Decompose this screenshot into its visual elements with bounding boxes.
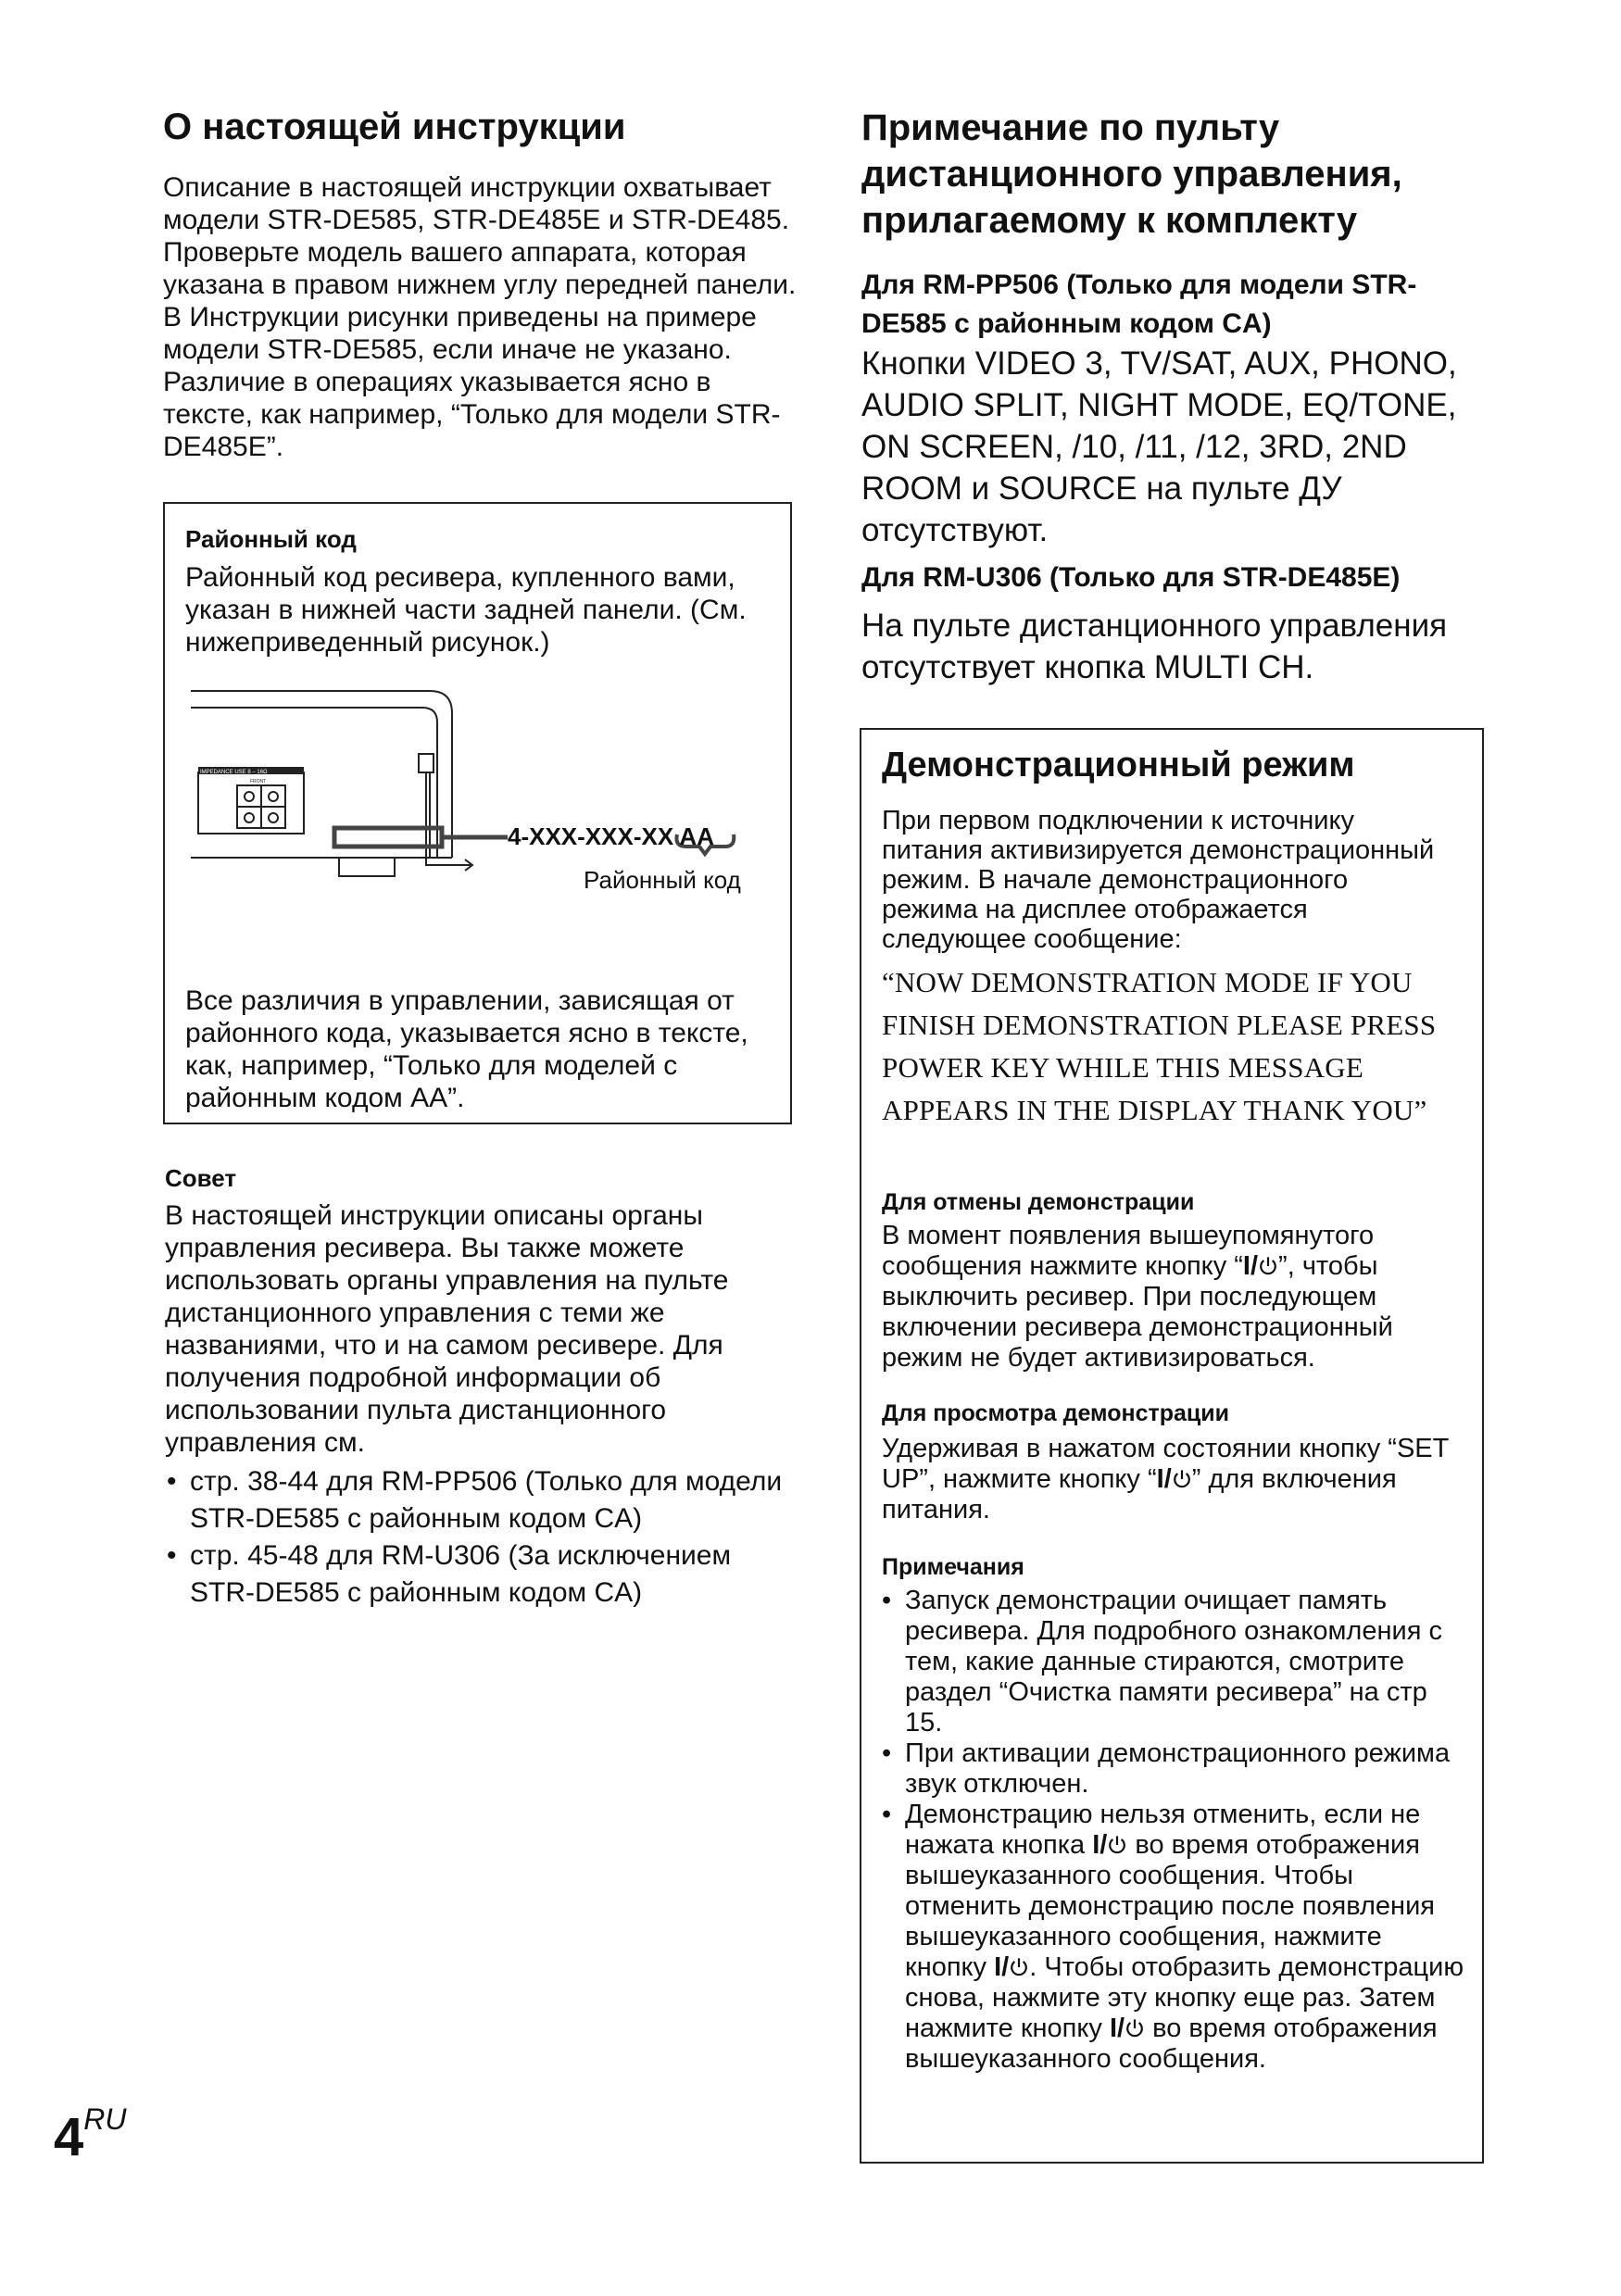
power-icon (1125, 2018, 1145, 2039)
remote-note-text-1: Кнопки VIDEO 3, TV/SAT, AUX, PHONO, AUDIO SPLIT, NIGHT MODE, EQ/TONE, ON SCREEN, /10, /11, /12, 3RD, 2ND ROOM и SOURCE на пульте ДУ отсутствуют. (861, 345, 1457, 548)
note-item: • Запуск демонстрации очищает память ресивера. Для подробного ознакомления с тем, какие данные стираются, смотрите раздел “Очистка памяти ресивера” на стр 15. (882, 1586, 1465, 1738)
note-item: • При активации демонстрационного режима звук отключен. (882, 1738, 1465, 1800)
panel-impedance-label: IMPEDANCE USE 8 – 16Ω (200, 770, 268, 775)
power-icon (1258, 1256, 1278, 1276)
rear-panel-illustration (191, 672, 774, 895)
notes-heading: Примечания (882, 1554, 1024, 1580)
region-code-footer: Все различия в управлении, зависящая от районного кода, указывается ясно в тексте, как, например, “Только для моделей с районным кодом AA”. (185, 985, 748, 1113)
section-title-about: О настоящей инструкции (163, 107, 626, 147)
region-code-box (163, 502, 792, 1124)
tip-bullet-item: • стр. 38-44 для RM-PP506 (Только для модели STR-DE585 с районным кодом CA) (167, 1463, 797, 1537)
demo-mode-intro: При первом подключении к источнику питания активизируется демонстрационный режим. В начале демонстрационного режима на дисплее отображается следующее сообщение: (882, 806, 1435, 954)
notes-list (882, 1586, 1465, 2075)
power-icon (1009, 1957, 1029, 1977)
panel-front-label: FRONT (250, 779, 267, 784)
intro-paragraph: Описание в настоящей инструкции охватывает модели STR-DE585, STR-DE485E и STR-DE485. Проверьте модель вашего аппарата, которая указана в правом нижнем углу передней панели. В Инструкции рисунки приведены на примере модели STR-DE585, если иначе не указано. Различие в операциях указывается ясно в тексте, как например, “Только для модели STR-DE485E”. (163, 172, 797, 462)
demo-mode-box (860, 728, 1484, 2164)
tip-bullet-list (167, 1463, 797, 1612)
view-demo-heading: Для просмотра демонстрации (882, 1400, 1230, 1426)
tip-bullet-item: • стр. 45-48 для RM-U306 (За исключением STR-DE585 с районным кодом CA) (167, 1537, 797, 1612)
remote-note-subheading-2: Для RM-U306 (Только для STR-DE485E) (861, 562, 1401, 593)
remote-note-subheading-1: Для RM-PP506 (Только для модели STR-DE585 с районным кодом CA) (861, 270, 1417, 339)
power-icon (1172, 1469, 1192, 1489)
view-demo-text: Удерживая в нажатом состоянии кнопку “SET UP”, нажмите кнопку “I/ ” для включения питания. (882, 1434, 1449, 1524)
demo-mode-title: Демонстрационный режим (882, 746, 1355, 784)
note-item: • Демонстрацию нельзя отменить, если не нажата кнопка I/ во время отображения вышеуказанного сообщения. Чтобы отменить демонстрацию после появления вышеуказанного сообщения, нажмите кнопку I/ . Чтобы отобразить демонстрацию снова, нажмите эту кнопку еще раз. Затем нажмите кнопку I/ во время отображения вышеуказанного сообщения. (882, 1800, 1465, 2075)
region-code-text: Районный код ресивера, купленного вами, указан в нижней части задней панели. (См. нижеприведенный рисунок.) (185, 562, 747, 658)
section-title-remote-note: Примечание по пульту дистанционного управления, прилагаемому к комплекту (861, 107, 1402, 241)
region-code-heading: Районный код (185, 525, 357, 553)
tip-heading: Совет (165, 1164, 237, 1192)
power-icon (1107, 1835, 1127, 1855)
demo-display-message: “NOW DEMONSTRATION MODE IF YOU FINISH DEMONSTRATION PLEASE PRESS POWER KEY WHILE THIS MESSAGE APPEARS IN THE DISPLAY THANK YOU” (882, 966, 1437, 1126)
cancel-demo-text: В момент появления вышеупомянутого сообщения нажмите кнопку “I/ ”, чтобы выключить ресивер. При последующем включении ресивера демонстрационный режим не будет активизироваться. (882, 1221, 1393, 1373)
remote-note-text-2: На пульте дистанционного управления отсутствует кнопка MULTI CH. (861, 608, 1448, 685)
tip-text: В настоящей инструкции описаны органы управления ресивера. Вы также можете использовать органы управления на пульте дистанционного управления с теми же названиями, что и на самом ресивере. Для получения подробной информации об использовании пульта дистанционного управления см. (165, 1200, 729, 1458)
page-number: $4^{RU}$ (54, 2102, 127, 2167)
region-code-label: 4-XXX-XXX-XX AA (508, 822, 714, 850)
region-code-caption: Районный код (584, 866, 741, 894)
cancel-demo-heading: Для отмены демонстрации (882, 1189, 1195, 1215)
